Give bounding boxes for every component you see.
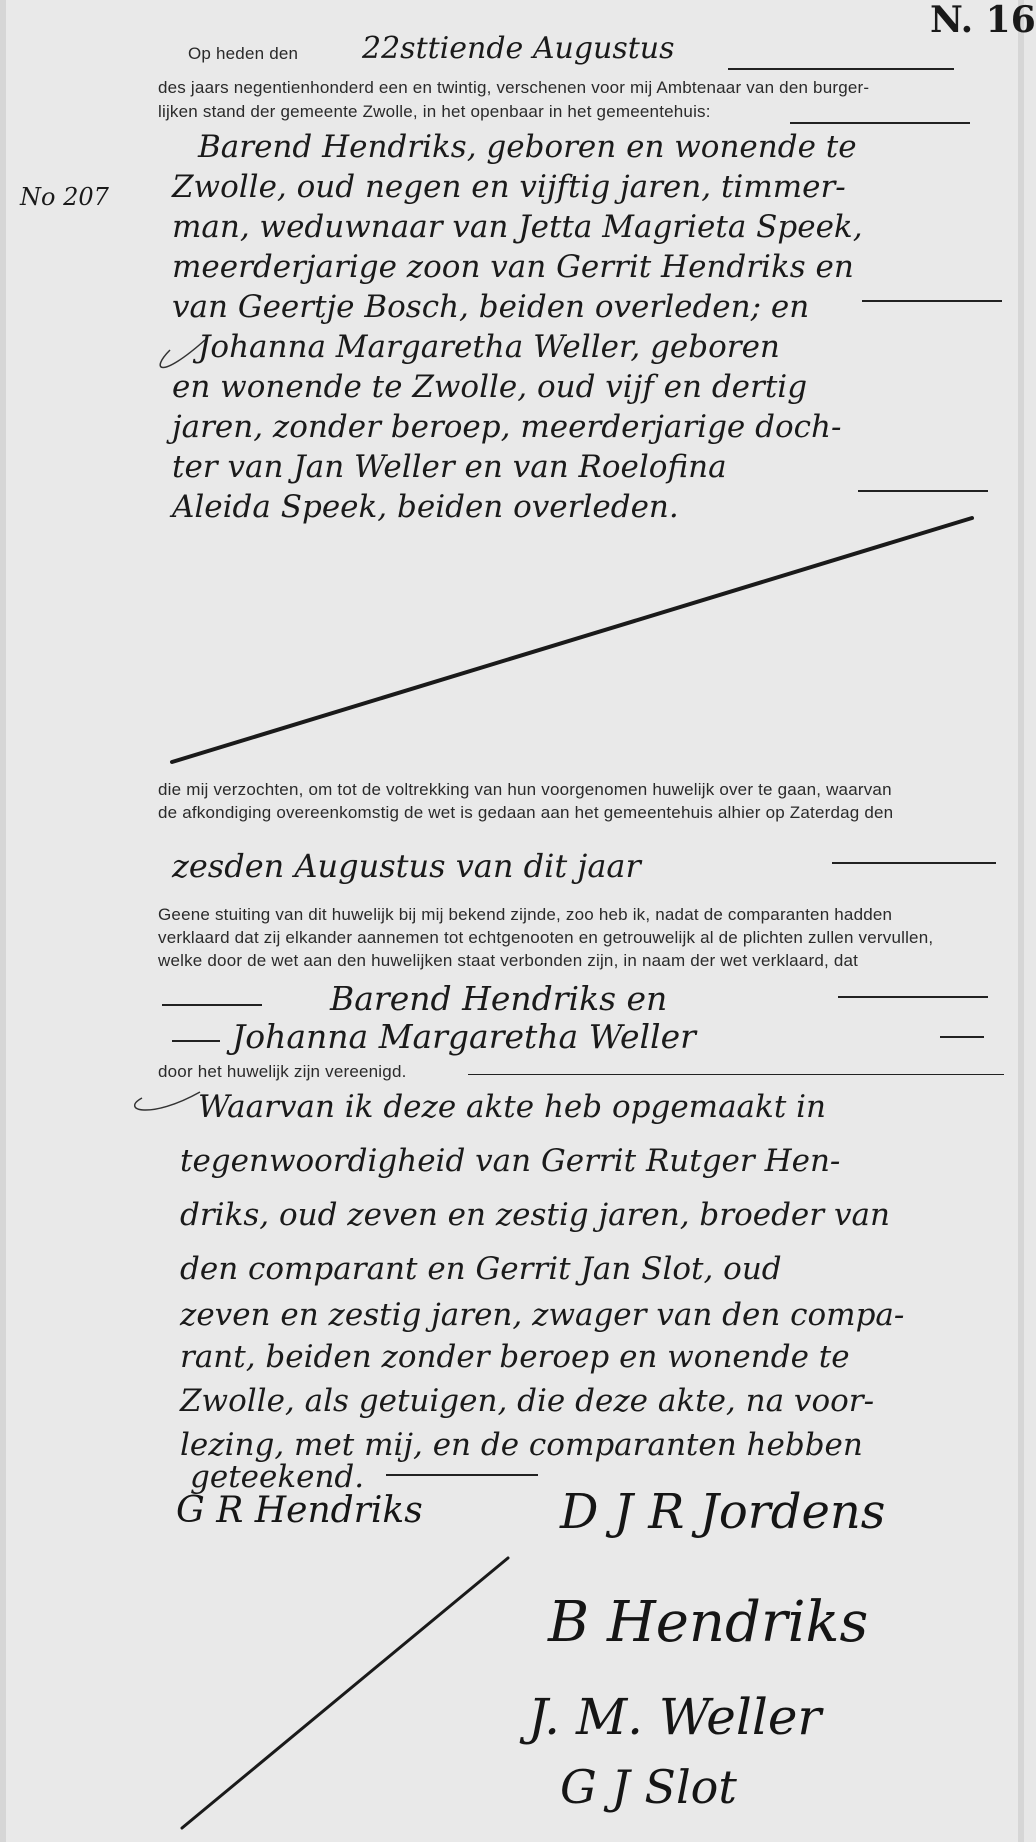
parties-line: van Geertje Bosch, beiden overleden; en [172,289,810,325]
body-line6: door het huwelijk zijn vereenigd. [158,1062,407,1081]
header-line2: des jaars negentienhonderd een en twintig, verschenen voor mij Ambtenaar van den burger- [158,78,870,97]
body-line1: die mij verzochten, om tot de voltrekking van hun voorgenomen huwelijk over te gaan, waarvan [158,780,892,799]
parties-line: meerderjarige zoon van Gerrit Hendriks en [172,249,854,285]
bride-name: Johanna Margaretha Weller [232,1017,696,1056]
proclamation-date: zesden Augustus van dit jaar [172,847,641,885]
cancellation-line-upper [172,518,972,762]
body-line4: verklaard dat zij elkander aannemen tot echtgenooten en getrouwelijk al de plichten zullen vervullen, [158,928,934,947]
page-number: N. 16 [930,0,1036,41]
closing-line: Zwolle, als getuigen, die deze akte, na voor- [180,1383,875,1419]
closing-line: driks, oud zeven en zestig jaren, broeder van [180,1197,890,1233]
closing-line: geteekend. [190,1459,365,1495]
body-line2: de afkondiging overeenkomstig de wet is gedaan aan het gemeentehuis alhier op Zaterdag den [158,803,894,822]
parties-line: ter van Jan Weller en van Roelofina [172,449,727,485]
closing-line: lezing, met mij, en de comparanten hebben [180,1427,863,1463]
header-line3: lijken stand der gemeente Zwolle, in het openbaar in het gemeentehuis: [158,102,711,121]
parties-line: jaren, zonder beroep, meerderjarige doch- [172,409,842,445]
handwritten-date: 22sttiende Augustus [362,31,675,66]
signature-groom: B Hendriks [548,1590,869,1655]
pen-flourish [135,1092,200,1110]
parties-line: Barend Hendriks, geboren en wonende te [198,129,857,165]
signature-witness2: G J Slot [560,1760,737,1814]
parties-line: Johanna Margaretha Weller, geboren [198,329,780,365]
header-line1: Op heden den [188,44,299,63]
closing-line: zeven en zestig jaren, zwager van den compa- [180,1297,905,1333]
signature-witness1: G R Hendriks [176,1490,423,1531]
pen-flourish [160,340,205,368]
closing-line: tegenwoordigheid van Gerrit Rutger Hen- [180,1143,841,1179]
parties-line: man, weduwnaar van Jetta Magrieta Speek, [172,209,863,245]
closing-line: rant, beiden zonder beroep en wonende te [180,1339,850,1375]
signature-bride: J. M. Weller [528,1688,822,1746]
body-line5: welke door de wet aan den huwelijken staat verbonden zijn, in naam der wet verklaard, dat [158,951,859,970]
signature-official: D J R Jordens [560,1484,886,1540]
parties-line: Zwolle, oud negen en vijftig jaren, timmer- [172,169,846,205]
closing-line: Waarvan ik deze akte heb opgemaakt in [198,1089,827,1125]
cancellation-line-lower [182,1558,508,1828]
closing-line: den comparant en Gerrit Jan Slot, oud [180,1251,782,1287]
groom-name: Barend Hendriks en [330,979,668,1018]
parties-line: en wonende te Zwolle, oud vijf en dertig [172,369,808,405]
parties-line: Aleida Speek, beiden overleden. [172,489,679,525]
body-line3: Geene stuiting van dit huwelijk bij mij bekend zijnde, zoo heb ik, nadat de comparanten hadden [158,905,893,924]
act-number: No 207 [20,183,109,211]
